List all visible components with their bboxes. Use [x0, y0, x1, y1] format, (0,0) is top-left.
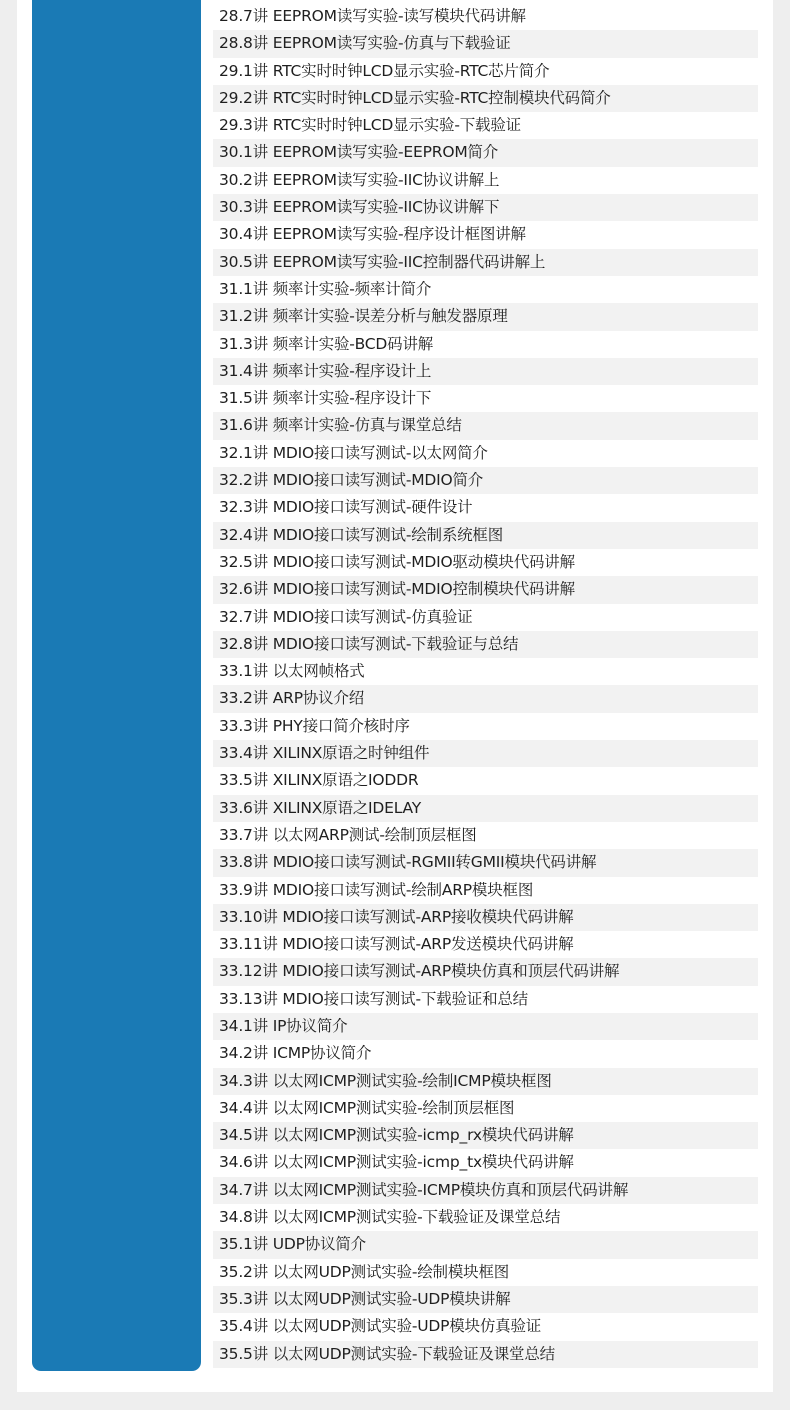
lesson-item: 33.8讲 MDIO接口读写测试-RGMII转GMII模块代码讲解	[213, 849, 758, 876]
lesson-item: 33.11讲 MDIO接口读写测试-ARP发送模块代码讲解	[219, 935, 574, 954]
lesson-item: 33.9讲 MDIO接口读写测试-绘制ARP模块框图	[219, 880, 534, 899]
lesson-item: 30.3讲 EEPROM读写实验-IIC协议讲解下	[213, 194, 758, 221]
lesson-item: 35.2讲 以太网UDP测试实验-绘制模块框图	[219, 1262, 510, 1281]
lesson-list	[213, 3, 758, 1368]
lesson-item: 29.3讲 RTC实时时钟LCD显示实验-下载验证	[219, 116, 521, 135]
lesson-item: 34.8讲 以太网ICMP测试实验-下载验证及课堂总结	[219, 1208, 561, 1227]
lesson-item: 32.4讲 MDIO接口读写测试-绘制系统框图	[213, 522, 758, 549]
lesson-item: 35.1讲 UDP协议简介	[213, 1231, 758, 1258]
lesson-item: 30.5讲 EEPROM读写实验-IIC控制器代码讲解上	[213, 249, 758, 276]
lesson-item: 33.13讲 MDIO接口读写测试-下载验证和总结	[219, 989, 528, 1008]
lesson-item: 33.3讲 PHY接口简介核时序	[219, 716, 410, 735]
lesson-item: 31.6讲 频率计实验-仿真与课堂总结	[213, 412, 758, 439]
lesson-item: 35.5讲 以太网UDP测试实验-下载验证及课堂总结	[213, 1341, 758, 1368]
lesson-item: 34.1讲 IP协议简介	[213, 1013, 758, 1040]
lesson-item: 33.2讲 ARP协议介绍	[213, 685, 758, 712]
lesson-item: 33.4讲 XILINX原语之时钟组件	[213, 740, 758, 767]
lesson-item: 33.12讲 MDIO接口读写测试-ARP模块仿真和顶层代码讲解	[213, 958, 758, 985]
lesson-item: 28.8讲 EEPROM读写实验-仿真与下载验证	[213, 30, 758, 57]
side-bar	[32, 0, 201, 1371]
lesson-item: 31.4讲 频率计实验-程序设计上	[213, 358, 758, 385]
lesson-item: 32.2讲 MDIO接口读写测试-MDIO简介	[213, 467, 758, 494]
lesson-item: 34.4讲 以太网ICMP测试实验-绘制顶层框图	[219, 1098, 515, 1117]
lesson-item: 31.1讲 频率计实验-频率计简介	[219, 279, 432, 298]
lesson-item: 34.2讲 ICMP协议简介	[219, 1044, 372, 1063]
lesson-item: 32.8讲 MDIO接口读写测试-下载验证与总结	[213, 631, 758, 658]
lesson-item: 32.7讲 MDIO接口读写测试-仿真验证	[219, 607, 473, 626]
lesson-item: 31.3讲 频率计实验-BCD码讲解	[219, 334, 434, 353]
lesson-item: 34.3讲 以太网ICMP测试实验-绘制ICMP模块框图	[213, 1068, 758, 1095]
lesson-item: 33.6讲 XILINX原语之IDELAY	[213, 795, 758, 822]
lesson-item: 33.10讲 MDIO接口读写测试-ARP接收模块代码讲解	[213, 904, 758, 931]
lesson-item: 35.4讲 以太网UDP测试实验-UDP模块仿真验证	[219, 1317, 542, 1336]
lesson-item: 34.7讲 以太网ICMP测试实验-ICMP模块仿真和顶层代码讲解	[213, 1177, 758, 1204]
lesson-item: 32.6讲 MDIO接口读写测试-MDIO控制模块代码讲解	[213, 576, 758, 603]
lesson-item: 34.5讲 以太网ICMP测试实验-icmp_rx模块代码讲解	[213, 1122, 758, 1149]
lesson-item: 33.1讲 以太网帧格式	[219, 662, 365, 681]
lesson-item: 31.2讲 频率计实验-误差分析与触发器原理	[213, 303, 758, 330]
lesson-item: 32.3讲 MDIO接口读写测试-硬件设计	[219, 498, 473, 517]
lesson-item: 32.5讲 MDIO接口读写测试-MDIO驱动模块代码讲解	[219, 552, 575, 571]
lesson-item: 32.1讲 MDIO接口读写测试-以太网简介	[219, 443, 488, 462]
lesson-item: 28.7讲 EEPROM读写实验-读写模块代码讲解	[219, 7, 526, 25]
lesson-item: 34.6讲 以太网ICMP测试实验-icmp_tx模块代码讲解	[219, 1153, 574, 1172]
lesson-item: 30.1讲 EEPROM读写实验-EEPROM简介	[213, 139, 758, 166]
lesson-item: 30.2讲 EEPROM读写实验-IIC协议讲解上	[219, 170, 500, 189]
lesson-item: 31.5讲 频率计实验-程序设计下	[219, 389, 432, 408]
lesson-item: 33.5讲 XILINX原语之IODDR	[219, 771, 419, 790]
lesson-item: 29.1讲 RTC实时时钟LCD显示实验-RTC芯片简介	[219, 61, 550, 80]
lesson-item: 30.4讲 EEPROM读写实验-程序设计框图讲解	[219, 225, 526, 244]
lesson-item: 35.3讲 以太网UDP测试实验-UDP模块讲解	[213, 1286, 758, 1313]
lesson-item: 29.2讲 RTC实时时钟LCD显示实验-RTC控制模块代码简介	[213, 85, 758, 112]
lesson-item: 33.7讲 以太网ARP测试-绘制顶层框图	[219, 825, 477, 844]
